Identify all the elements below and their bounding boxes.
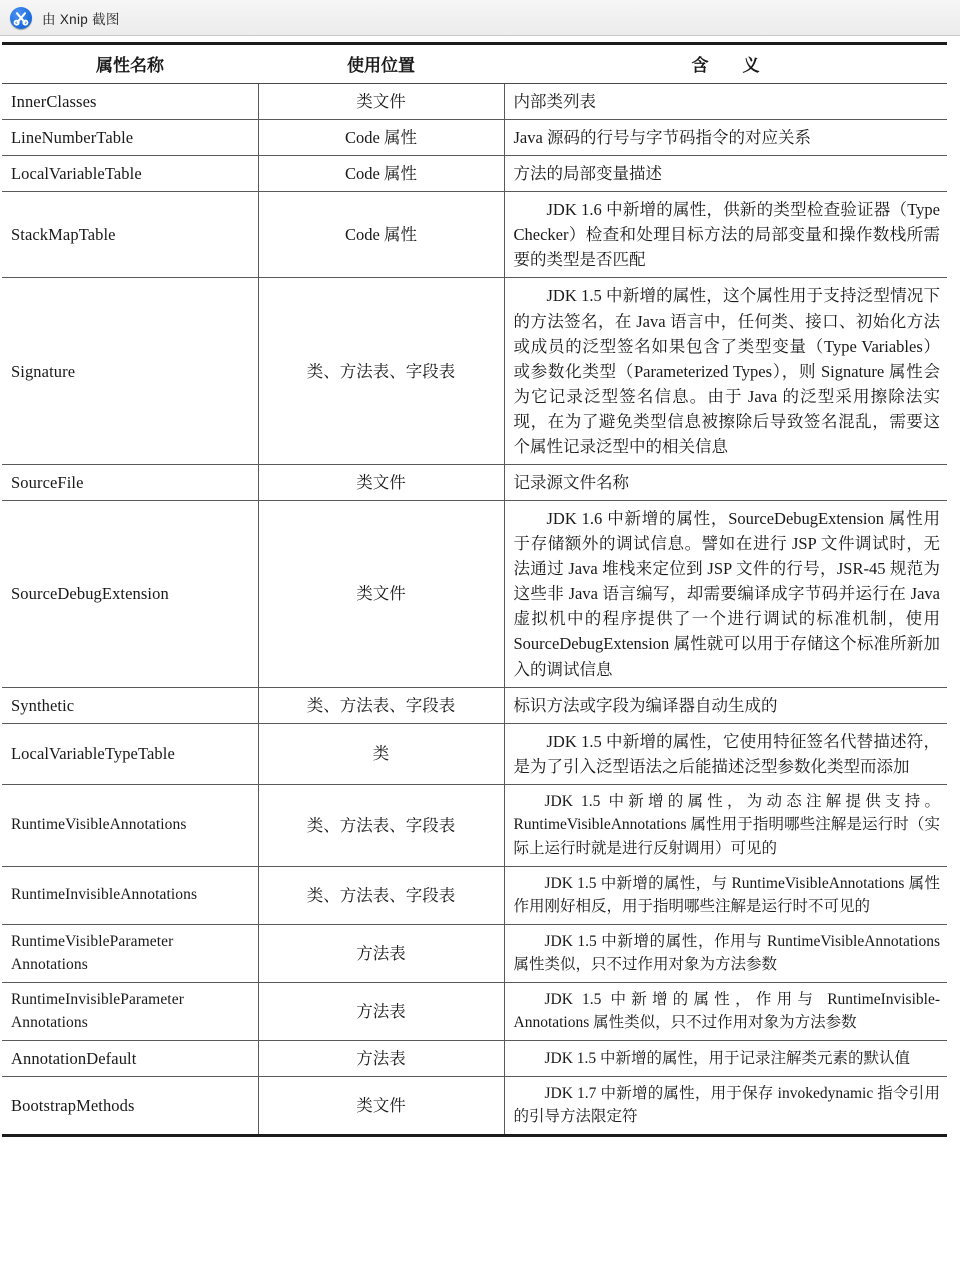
cell-meaning: JDK 1.6 中新增的属性，供新的类型检查验证器（Type Checker）检查和处理目标方法的局部变量和操作数栈所需要的类型是否匹配	[504, 192, 947, 278]
cell-usage-location: 类、方法表、字段表	[258, 278, 504, 465]
cell-meaning: 内部类列表	[504, 84, 947, 120]
column-header-name: 属性名称	[2, 44, 258, 84]
cell-attribute-name: SourceDebugExtension	[2, 501, 258, 688]
cell-meaning: JDK 1.5 中新增的属性，作用与 RuntimeInvisible-Annotations 属性类似，只不过作用对象为方法参数	[504, 982, 947, 1040]
cell-meaning: JDK 1.5 中新增的属性，用于记录注解类元素的默认值	[504, 1040, 947, 1076]
window-titlebar	[0, 0, 960, 36]
cell-meaning: JDK 1.5 中新增的属性，作用与 RuntimeVisibleAnnotations 属性类似，只不过作用对象为方法参数	[504, 924, 947, 982]
table-header-row	[2, 44, 947, 84]
cell-usage-location: Code 属性	[258, 156, 504, 192]
cell-attribute-name: AnnotationDefault	[2, 1040, 258, 1076]
table-row	[2, 1076, 947, 1135]
attribute-table	[2, 42, 947, 1137]
cell-meaning: JDK 1.7 中新增的属性，用于保存 invokedynamic 指令引用的引导方法限定符	[504, 1076, 947, 1135]
window-title: 由 Xnip 截图	[42, 11, 120, 27]
cell-meaning: Java 源码的行号与字节码指令的对应关系	[504, 120, 947, 156]
cell-meaning: JDK 1.5 中新增的属性，这个属性用于支持泛型情况下的方法签名，在 Java 语言中，任何类、接口、初始化方法或成员的泛型签名如果包含了类型变量（Type Variables）或参数化类型（Parameterized Types），则 Signature 属性会为它记录泛型签名信息。由于 Java 的泛型采用擦除法实现，在为了避免类型信息被擦除后导致签名混乱，需要这个属性记录泛型中的相关信息	[504, 278, 947, 465]
cell-attribute-name: RuntimeVisibleAnnotations	[2, 784, 258, 866]
cell-meaning: JDK 1.6 中新增的属性，SourceDebugExtension 属性用于存储额外的调试信息。譬如在进行 JSP 文件调试时，无法通过 Java 堆栈来定位到 JSP 文件的行号，JSR-45 规范为这些非 Java 语言编写，却需要编译成字节码并运行在 Java 虚拟机中的程序提供了一个进行调试的标准机制，使用 SourceDebugExtension 属性就可以用于存储这个标准所新加入的调试信息	[504, 501, 947, 688]
cell-attribute-name: InnerClasses	[2, 84, 258, 120]
table-body	[2, 84, 947, 1136]
table-row	[2, 687, 947, 723]
cell-meaning: JDK 1.5 中新增的属性，为动态注解提供支持。RuntimeVisibleAnnotations 属性用于指明哪些注解是运行时（实际上运行时就是进行反射调用）可见的	[504, 784, 947, 866]
cell-meaning: JDK 1.5 中新增的属性，它使用特征签名代替描述符，是为了引入泛型语法之后能描述泛型参数化类型而添加	[504, 723, 947, 784]
table-row	[2, 120, 947, 156]
cell-usage-location: 类、方法表、字段表	[258, 784, 504, 866]
cell-attribute-name: LocalVariableTable	[2, 156, 258, 192]
table-row	[2, 924, 947, 982]
cell-attribute-name: Signature	[2, 278, 258, 465]
cell-usage-location: Code 属性	[258, 192, 504, 278]
table-row	[2, 866, 947, 924]
cell-attribute-name: StackMapTable	[2, 192, 258, 278]
column-header-location: 使用位置	[258, 44, 504, 84]
cell-usage-location: 方法表	[258, 982, 504, 1040]
cell-usage-location: 类文件	[258, 465, 504, 501]
cell-meaning: 标识方法或字段为编译器自动生成的	[504, 687, 947, 723]
table-row	[2, 982, 947, 1040]
cell-usage-location: 类文件	[258, 1076, 504, 1135]
cell-attribute-name: RuntimeVisibleParameter Annotations	[2, 924, 258, 982]
cell-attribute-name: BootstrapMethods	[2, 1076, 258, 1135]
column-header-meaning: 含 义	[504, 44, 947, 84]
cell-attribute-name: LineNumberTable	[2, 120, 258, 156]
table-header	[2, 44, 947, 84]
table-row	[2, 192, 947, 278]
cell-attribute-name: Synthetic	[2, 687, 258, 723]
xnip-scissors-icon	[10, 7, 32, 29]
cell-meaning: 方法的局部变量描述	[504, 156, 947, 192]
cell-attribute-name: RuntimeInvisibleParameter Annotations	[2, 982, 258, 1040]
cell-usage-location: 类文件	[258, 84, 504, 120]
document-page	[0, 42, 960, 1137]
cell-usage-location: 类、方法表、字段表	[258, 866, 504, 924]
cell-attribute-name: RuntimeInvisibleAnnotations	[2, 866, 258, 924]
cell-attribute-name: SourceFile	[2, 465, 258, 501]
cell-usage-location: 类文件	[258, 501, 504, 688]
cell-meaning: JDK 1.5 中新增的属性，与 RuntimeVisibleAnnotations 属性作用刚好相反，用于指明哪些注解是运行时不可见的	[504, 866, 947, 924]
table-row	[2, 501, 947, 688]
table-row	[2, 465, 947, 501]
table-row	[2, 723, 947, 784]
attribute-table-container	[2, 42, 947, 1137]
cell-usage-location: 类	[258, 723, 504, 784]
cell-meaning: 记录源文件名称	[504, 465, 947, 501]
cell-usage-location: 方法表	[258, 1040, 504, 1076]
cell-attribute-name: LocalVariableTypeTable	[2, 723, 258, 784]
table-row	[2, 1040, 947, 1076]
cell-usage-location: 类、方法表、字段表	[258, 687, 504, 723]
cell-usage-location: Code 属性	[258, 120, 504, 156]
table-row	[2, 784, 947, 866]
cell-usage-location: 方法表	[258, 924, 504, 982]
table-row	[2, 156, 947, 192]
table-row	[2, 278, 947, 465]
table-row	[2, 84, 947, 120]
